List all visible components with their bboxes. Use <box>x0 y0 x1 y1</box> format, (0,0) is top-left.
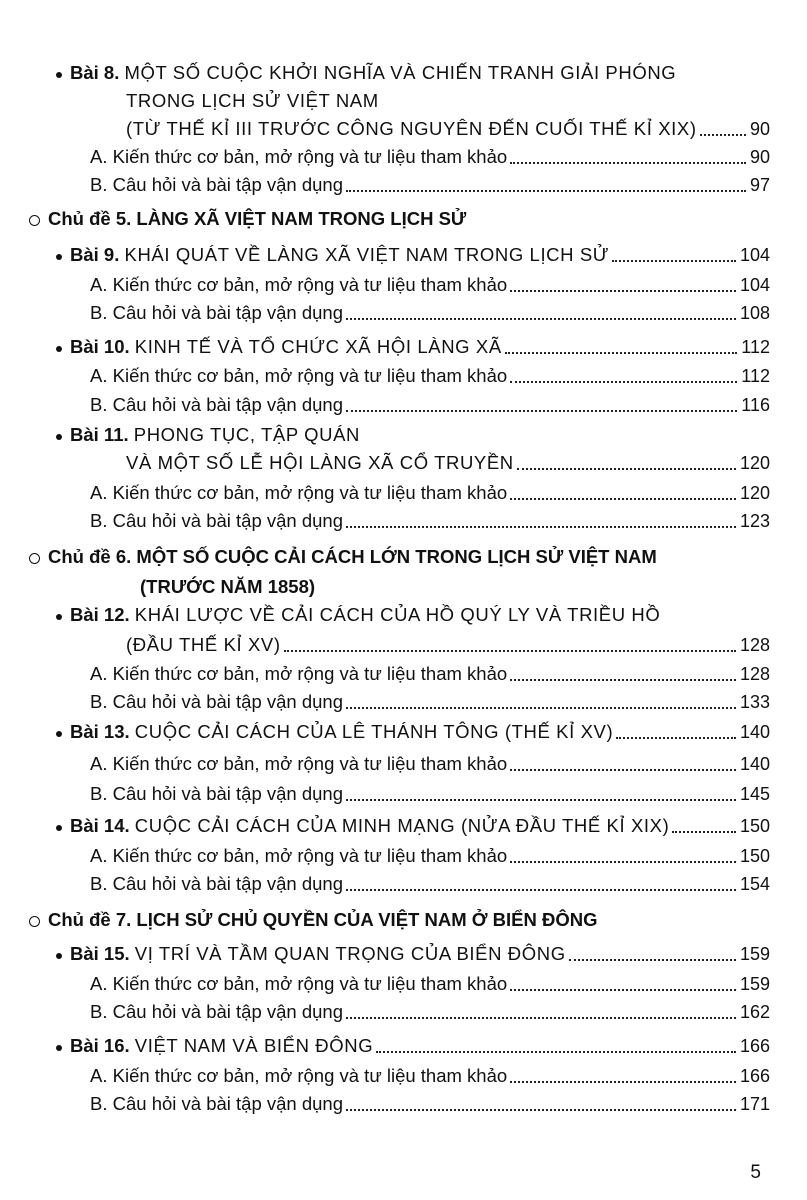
toc-subsection-row <box>0 844 770 868</box>
toc-subsection-row <box>0 752 770 776</box>
dot-leader <box>346 889 736 891</box>
dot-leader <box>346 318 736 320</box>
page-ref: 116 <box>741 395 770 415</box>
lesson-title: CUỘC CẢI CÁCH CỦA MINH MẠNG (NỬA ĐẦU THẾ KỈ XIX) <box>134 815 670 836</box>
toc-subsection-row <box>0 872 770 896</box>
toc-topic-row <box>0 207 770 231</box>
dot-leader <box>569 959 736 961</box>
page-ref: 154 <box>739 874 770 894</box>
subsection-title: B. Câu hỏi và bài tập vận dụng <box>90 783 344 804</box>
dot-leader <box>376 1051 736 1053</box>
toc-subsection-row <box>0 273 770 297</box>
lesson-label: Bài 11. <box>70 424 134 445</box>
toc-lesson-row <box>0 814 770 838</box>
subsection-title: B. Câu hỏi và bài tập vận dụng <box>90 1001 344 1022</box>
page-ref: 120 <box>739 453 770 473</box>
dot-leader <box>510 679 736 681</box>
dot-leader <box>510 162 746 164</box>
lesson-title: VỊ TRÍ VÀ TẦM QUAN TRỌNG CỦA BIỂN ĐÔNG <box>134 943 566 964</box>
dot-leader <box>346 526 736 528</box>
page-ref: 104 <box>739 275 770 295</box>
page-ref: 120 <box>739 483 770 503</box>
page-ref: 140 <box>739 754 770 774</box>
page-ref: 166 <box>739 1036 770 1056</box>
toc-subsection-row <box>0 1064 770 1088</box>
page-ref: 112 <box>741 366 770 386</box>
topic-title: LỊCH SỬ CHỦ QUYỀN CỦA VIỆT NAM Ở BIỂN ĐÔNG <box>136 909 598 930</box>
dot-leader <box>284 650 736 652</box>
page-ref: 159 <box>739 944 770 964</box>
lesson-label: Bài 13. <box>70 721 135 742</box>
page-ref: 97 <box>749 175 770 195</box>
toc-lesson-row <box>0 633 770 657</box>
subsection-title: A. Kiến thức cơ bản, mở rộng và tư liệu tham khảo <box>90 663 508 684</box>
lesson-title: (TỪ THẾ KỈ III TRƯỚC CÔNG NGUYÊN ĐẾN CUỐI THẾ KỈ XIX) <box>126 118 697 139</box>
subsection-title: A. Kiến thức cơ bản, mở rộng và tư liệu tham khảo <box>90 365 508 386</box>
page-ref: 162 <box>739 1002 770 1022</box>
toc-subsection-row <box>0 972 770 996</box>
lesson-title: PHONG TỤC, TẬP QUÁN <box>133 424 361 445</box>
toc-subsection-row <box>0 690 770 714</box>
toc-lesson-row <box>0 423 770 447</box>
toc-subsection-row <box>0 782 770 806</box>
page-ref: 159 <box>739 974 770 994</box>
toc-subsection-row <box>0 1092 770 1116</box>
subsection-title: A. Kiến thức cơ bản, mở rộng và tư liệu tham khảo <box>90 482 508 503</box>
toc-lesson-row <box>0 243 770 267</box>
lesson-label: Bài 15. <box>70 943 135 964</box>
topic-title: LÀNG XÃ VIỆT NAM TRONG LỊCH SỬ <box>136 208 467 229</box>
subsection-title: A. Kiến thức cơ bản, mở rộng và tư liệu tham khảo <box>90 753 508 774</box>
dot-leader <box>517 468 736 470</box>
toc-subsection-row <box>0 662 770 686</box>
lesson-title: KINH TẾ VÀ TỔ CHỨC XÃ HỘI LÀNG XÃ <box>134 336 502 357</box>
toc-subsection-row <box>0 393 770 417</box>
toc-subsection-row <box>0 301 770 325</box>
toc-subsection-row <box>0 173 770 197</box>
dot-leader <box>510 861 736 863</box>
page-ref: 145 <box>739 784 770 804</box>
toc-topic-row <box>0 545 770 569</box>
page-ref: 112 <box>741 337 770 357</box>
page-ref: 104 <box>739 245 770 265</box>
subsection-title: A. Kiến thức cơ bản, mở rộng và tư liệu tham khảo <box>90 845 508 866</box>
subsection-title: A. Kiến thức cơ bản, mở rộng và tư liệu tham khảo <box>90 973 508 994</box>
page-ref: 123 <box>739 511 770 531</box>
dot-leader <box>346 1017 736 1019</box>
page-ref: 128 <box>739 664 770 684</box>
dot-leader <box>510 1081 736 1083</box>
lesson-title: MỘT SỐ CUỘC KHỞI NGHĨA VÀ CHIẾN TRANH GIẢI PHÓNG <box>124 62 677 83</box>
topic-title: MỘT SỐ CUỘC CẢI CÁCH LỚN TRONG LỊCH SỬ VIỆT NAM <box>136 546 657 567</box>
lesson-title: KHÁI QUÁT VỀ LÀNG XÃ VIỆT NAM TRONG LỊCH SỬ <box>124 244 610 265</box>
subsection-title: B. Câu hỏi và bài tập vận dụng <box>90 691 344 712</box>
lesson-title: CUỘC CẢI CÁCH CỦA LÊ THÁNH TÔNG (THẾ KỈ XV) <box>134 721 614 742</box>
toc-lesson-row <box>0 1034 770 1058</box>
toc-lesson-row <box>0 720 770 744</box>
lesson-title: VÀ MỘT SỐ LỄ HỘI LÀNG XÃ CỔ TRUYỀN <box>126 452 514 473</box>
toc-lesson-row <box>0 117 770 141</box>
topic-label: Chủ đề 7. <box>48 909 137 930</box>
toc-lesson-row <box>0 89 770 113</box>
dot-leader <box>510 989 736 991</box>
topic-label: Chủ đề 5. <box>48 208 137 229</box>
subsection-title: A. Kiến thức cơ bản, mở rộng và tư liệu tham khảo <box>90 274 508 295</box>
lesson-title: (ĐẦU THẾ KỈ XV) <box>126 634 281 655</box>
subsection-title: B. Câu hỏi và bài tập vận dụng <box>90 510 344 531</box>
dot-leader <box>616 737 736 739</box>
subsection-title: B. Câu hỏi và bài tập vận dụng <box>90 302 344 323</box>
topic-title: (TRƯỚC NĂM 1858) <box>140 576 316 597</box>
toc-lesson-row <box>0 61 770 85</box>
toc-subsection-row <box>0 1000 770 1024</box>
dot-leader <box>346 707 736 709</box>
page-ref: 90 <box>749 147 770 167</box>
page-ref: 171 <box>739 1094 770 1114</box>
toc-lesson-row <box>0 335 770 359</box>
dot-leader <box>510 498 736 500</box>
page-ref: 128 <box>739 635 770 655</box>
dot-leader <box>346 410 737 412</box>
toc-subsection-row <box>0 364 770 388</box>
toc-topic-row <box>0 908 770 932</box>
lesson-label: Bài 8. <box>70 62 125 83</box>
dot-leader <box>510 381 737 383</box>
toc-subsection-row <box>0 509 770 533</box>
toc-lesson-row <box>0 451 770 475</box>
page-ref: 166 <box>739 1066 770 1086</box>
subsection-title: A. Kiến thức cơ bản, mở rộng và tư liệu tham khảo <box>90 146 508 167</box>
lesson-label: Bài 10. <box>70 336 135 357</box>
subsection-title: B. Câu hỏi và bài tập vận dụng <box>90 1093 344 1114</box>
toc-topic-row <box>0 575 770 599</box>
page-ref: 108 <box>739 303 770 323</box>
topic-label: Chủ đề 6. <box>48 546 137 567</box>
dot-leader <box>510 290 736 292</box>
toc-lesson-row <box>0 603 770 627</box>
subsection-title: B. Câu hỏi và bài tập vận dụng <box>90 174 344 195</box>
lesson-label: Bài 9. <box>70 244 125 265</box>
lesson-title: KHÁI LƯỢC VỀ CẢI CÁCH CỦA HỒ QUÝ LY VÀ TRIỀU HỒ <box>134 604 661 625</box>
subsection-title: B. Câu hỏi và bài tập vận dụng <box>90 873 344 894</box>
page-ref: 150 <box>739 816 770 836</box>
page-ref: 90 <box>749 119 770 139</box>
page-number: 5 <box>750 1162 761 1183</box>
dot-leader <box>510 769 736 771</box>
page-ref: 150 <box>739 846 770 866</box>
lesson-title: VIỆT NAM VÀ BIỂN ĐÔNG <box>134 1035 374 1056</box>
dot-leader <box>672 831 736 833</box>
dot-leader <box>700 134 746 136</box>
dot-leader <box>346 190 746 192</box>
toc-lesson-row <box>0 942 770 966</box>
lesson-title: TRONG LỊCH SỬ VIỆT NAM <box>126 90 379 111</box>
dot-leader <box>346 1109 736 1111</box>
page-ref: 140 <box>739 722 770 742</box>
lesson-label: Bài 12. <box>70 604 135 625</box>
toc-subsection-row <box>0 481 770 505</box>
dot-leader <box>612 260 736 262</box>
subsection-title: A. Kiến thức cơ bản, mở rộng và tư liệu tham khảo <box>90 1065 508 1086</box>
lesson-label: Bài 14. <box>70 815 135 836</box>
dot-leader <box>346 799 736 801</box>
lesson-label: Bài 16. <box>70 1035 135 1056</box>
subsection-title: B. Câu hỏi và bài tập vận dụng <box>90 394 344 415</box>
dot-leader <box>505 352 738 354</box>
toc-subsection-row <box>0 145 770 169</box>
page-ref: 133 <box>739 692 770 712</box>
